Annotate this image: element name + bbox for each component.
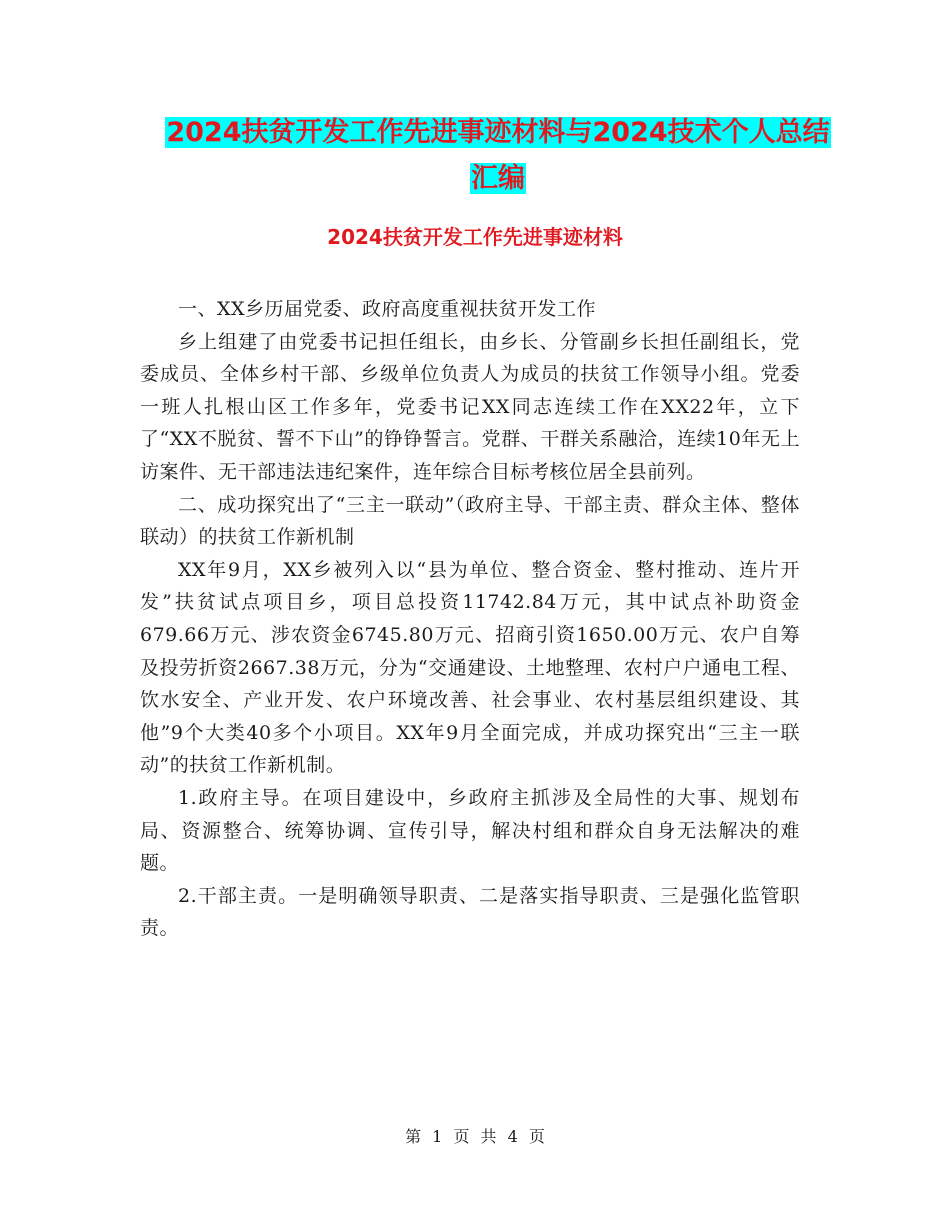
paragraph: XX年9月，XX乡被列入以“县为单位、整合资金、整村推动、连片开发”扶贫试点项目乡，项目总投资11742.84万元，其中试点补助资金679.66万元、涉农资金6745.80万元、招商引资1650.00万元、农户自筹及投劳折资2667.38万元，分为“交通建设、土地整理、农村户户通电工程、饮水安全、产业开发、农户环境改善、社会事业、农村基层组织建设、其他”9个大类40多个小项目。XX年9月全面完成，并成功探究出“三主一联动”的扶贫工作新机制。	[140, 558, 800, 777]
body-text	[140, 293, 800, 945]
paragraph: 乡上组建了由党委书记担任组长，由乡长、分管副乡长担任副组长，党委成员、全体乡村干部、乡级单位负责人为成员的扶贫工作领导小组。党委一班人扎根山区工作多年，党委书记XX同志连续工作在XX22年，立下了“XX不脱贫、誓不下山”的铮铮誓言。党群、干群关系融洽，连续10年无上访案件、无干部违法违纪案件，连年综合目标考核位居全县前列。	[140, 330, 800, 483]
page-footer: 第 1 页 共 4 页	[405, 1127, 545, 1146]
paragraph-heading-1: 一、XX乡历届党委、政府高度重视扶贫开发工作	[178, 298, 597, 320]
section-title: 2024扶贫开发工作先进事迹材料	[327, 225, 623, 249]
document-title-line-1: 2024扶贫开发工作先进事迹材料与2024技术个人总结	[166, 117, 830, 148]
paragraph-item-1: 1.政府主导。在项目建设中，乡政府主抓涉及全局性的大事、规划布局、资源整合、统筹协调、宣传引导，解决村组和群众自身无法解决的难题。	[140, 786, 800, 875]
document-title-line-2: 汇编	[471, 163, 525, 194]
paragraph-item-2: 2.干部主责。一是明确领导职责、二是落实指导职责、三是强化监管职责。	[140, 884, 800, 940]
paragraph-heading-2: 二、成功探究出了“三主一联动”（政府主导、干部主责、群众主体、整体联动）的扶贫工作新机制	[140, 493, 800, 549]
document-title	[140, 110, 856, 202]
